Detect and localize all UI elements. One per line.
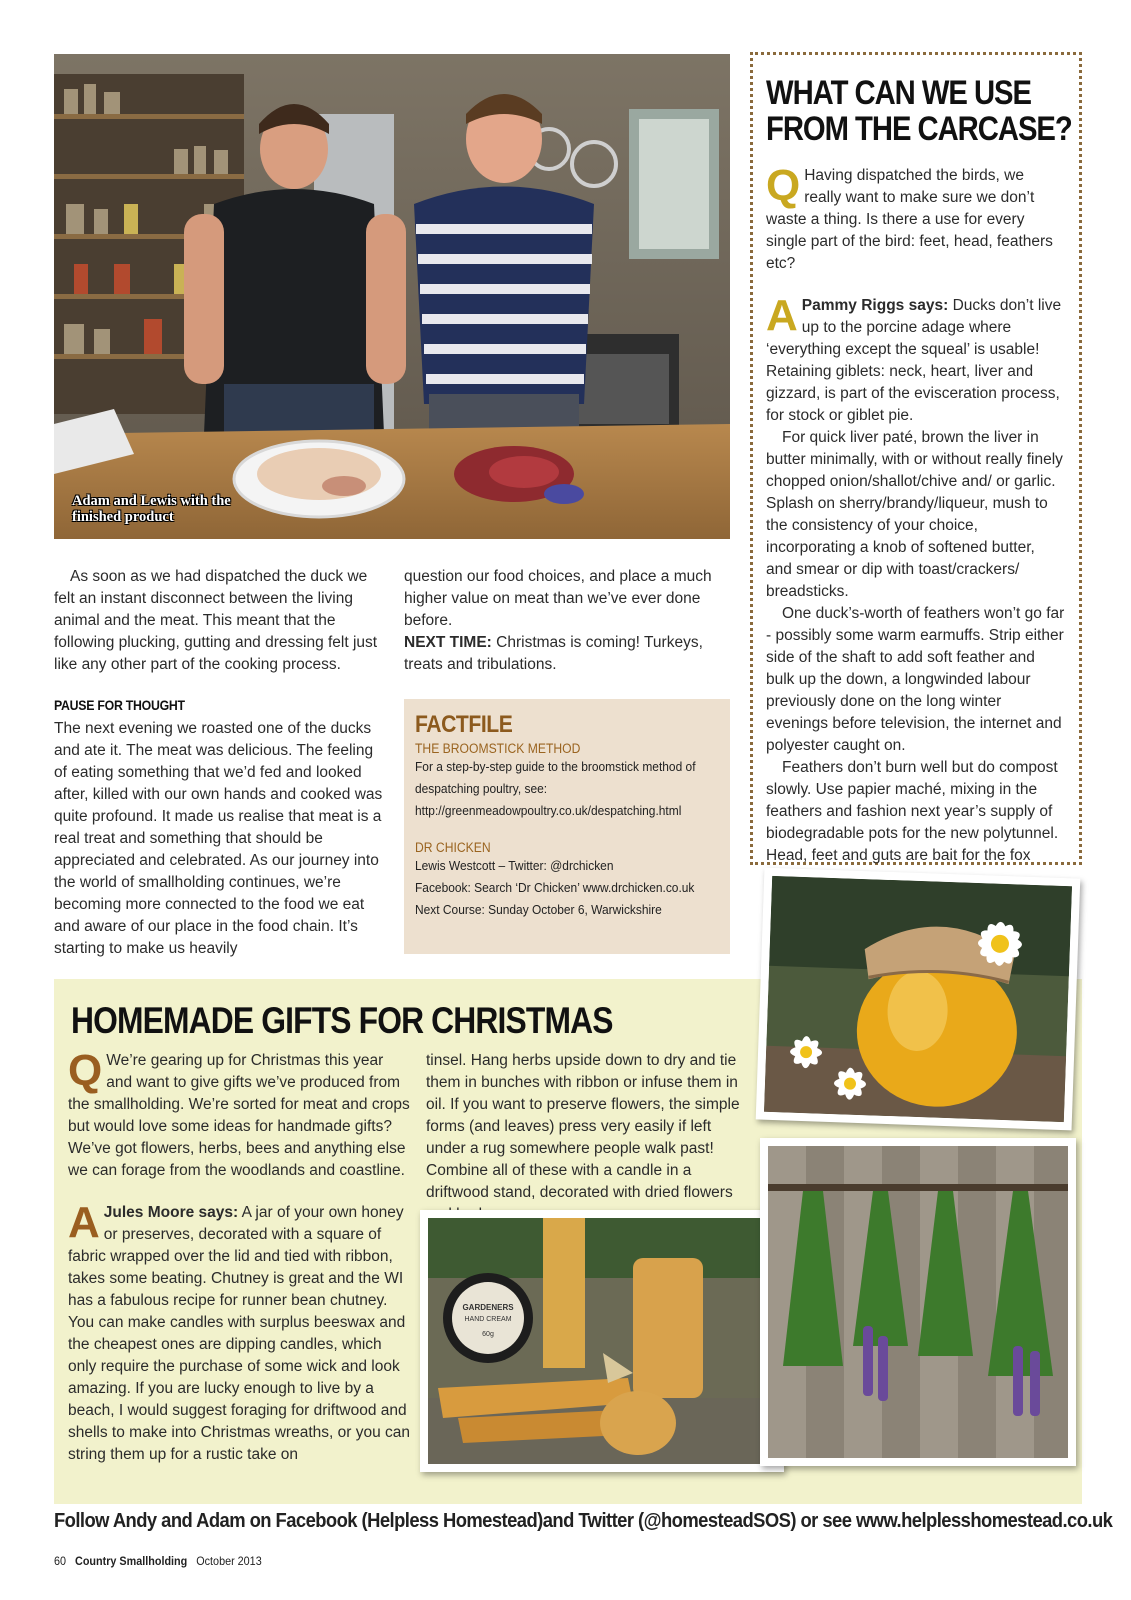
christmas-title: HOMEMADE GIFTS FOR CHRISTMAS xyxy=(71,1000,613,1041)
question-dropcap: Q xyxy=(766,161,801,210)
christmas-answer xyxy=(68,1198,410,1466)
christmas-column-2 xyxy=(426,1050,744,1226)
issue-date: October 2013 xyxy=(196,1554,262,1568)
candles-illustration xyxy=(428,1218,776,1464)
footer-follow-line: Follow Andy and Adam on Facebook (Helpless Homestead)and Twitter (@homesteadSOS) or see www.helplesshomestead.co.uk xyxy=(54,1510,1113,1532)
tin-label-line-2: HAND CREAM xyxy=(464,1316,512,1323)
factfile-section2-line1: Lewis Westcott – Twitter: @drchicken xyxy=(415,858,614,873)
herbs-illustration xyxy=(768,1146,1068,1458)
photo-drying-herbs xyxy=(760,1138,1076,1466)
photo-adam-and-lewis xyxy=(54,54,730,539)
article-para-1: As soon as we had dispatched the duck we felt an instant disconnect between the living animal and the meat. This meant that the following plucking, gutting and dressing felt just like any other part of the cooking process. xyxy=(54,568,378,673)
factfile-section1-line1: For a step-by-step guide to the broomstick method of xyxy=(415,759,696,774)
factfile-section2-line2: Facebook: Search ‘Dr Chicken’ www.drchicken.co.uk xyxy=(415,880,695,895)
christmas-answer-author: Jules Moore says: xyxy=(103,1204,239,1221)
caption-line-1: Adam and Lewis with the xyxy=(72,493,231,509)
factfile-section2-line3: Next Course: Sunday October 6, Warwickshire xyxy=(415,902,662,917)
kitchen-scene-illustration xyxy=(54,54,730,539)
carcase-title xyxy=(766,74,1072,148)
xmas-question-dropcap: Q xyxy=(68,1046,103,1095)
factfile-section1-line2: despatching poultry, see: xyxy=(415,781,548,796)
page-number: 60 xyxy=(54,1554,67,1568)
photo-caption xyxy=(72,493,231,525)
factfile-box xyxy=(404,699,730,954)
page-folio xyxy=(54,1554,262,1568)
article-column-2 xyxy=(404,566,730,676)
carcase-answer xyxy=(766,291,1065,889)
next-time-label: NEXT TIME: xyxy=(404,634,492,651)
caption-line-2: finished product xyxy=(72,509,174,525)
carcase-answer-author: Pammy Riggs says: xyxy=(801,297,949,314)
xmas-answer-dropcap: A xyxy=(68,1198,100,1247)
carcase-answer-p1: Ducks don’t live up to the porcine adage where ‘everything except the squeal’ is usable! Retaining giblets: neck, heart, liver and gizzard, is part of the evisceration process, for stock or giblet pie. xyxy=(766,297,1062,424)
article-column-1 xyxy=(54,566,384,960)
tin-label-line-1: GARDENERS xyxy=(462,1303,514,1312)
carcase-title-line-2: FROM THE CARCASE? xyxy=(766,110,1072,148)
factfile-title: FACTFILE xyxy=(415,711,513,738)
christmas-answer-col1: A jar of your own honey or preserves, decorated with a square of fabric wrapped over the lid and tied with ribbon, takes some beating. Chutney is great and the WI has a fabulous recipe for runner bean chutney. You can make candles with surplus beeswax and the cheapest ones are dipping candles, which only require the purchase of some wick and look amazing. If you are lucky enough to live by a beach, I would suggest foraging for driftwood and shells to make into Christmas wreaths, or you can string them up for a rustic take on xyxy=(68,1204,410,1463)
carcase-answer-p4: Feathers don’t burn well but do compost slowly. Use papier maché, mixing in the feathers and fashion next year’s supply of biodegradable pots for the new polytunnel. Head, feet and guts are bait for the fox xyxy=(766,759,1059,864)
factfile-broomstick-link[interactable]: http://greenmeadowpoultry.co.uk/despatching.html xyxy=(415,803,682,818)
carcase-answer-p3: One duck’s-worth of feathers won’t go far - possibly some warm earmuffs. Strip either side of the shaft to add soft feather and bulk up the down, a longwinded labour previously done on the long winter evenings before television, the internet and polyester caught on. xyxy=(766,605,1065,754)
honey-jar-illustration xyxy=(764,876,1072,1122)
next-time-text: Christmas is coming! Turkeys, treats and tribulations. xyxy=(404,634,703,673)
photo-beeswax-candles xyxy=(420,1210,784,1472)
answer-dropcap: A xyxy=(766,291,798,340)
carcase-question xyxy=(766,161,1065,275)
tin-label-weight: 60g xyxy=(482,1331,494,1338)
article-para-2: The next evening we roasted one of the ducks and ate it. The meat was delicious. The feeling of eating something that we’d fed and looked after, killed with our own hands and cooked was quite profound. It made us realise that meat is a real treat and something that should be appreciated and celebrated. As our journey into the world of smallholding continues, we’re becoming more connected to the food we eat and aware of our place in the food chain. It’s starting to make us heavily xyxy=(54,720,383,957)
photo-honey-jar xyxy=(756,868,1081,1131)
carcase-qa-box xyxy=(750,52,1082,865)
christmas-question-text: We’re gearing up for Christmas this year and want to give gifts we’ve produced from the smallholding. We’re sorted for meat and crops but would love some ideas for handmade gifts? We’ve got flowers, herbs, bees and anything else we can forage from the woodlands and coastline. xyxy=(68,1052,410,1179)
christmas-question xyxy=(68,1046,410,1182)
carcase-answer-p2: For quick liver paté, brown the liver in butter minimally, with or without really finely chopped onion/shallot/chive and/ or garlic. Splash on sherry/brandy/liqueur, mush to the consistency of your choice, incorporating a knob of softened butter, and smear or dip with toast/crackers/ breadsticks. xyxy=(766,429,1063,600)
factfile-section2-head: DR CHICKEN xyxy=(415,840,491,855)
christmas-column-1 xyxy=(68,1046,410,1466)
article-subhead: PAUSE FOR THOUGHT xyxy=(54,697,185,713)
factfile-section1-head: THE BROOMSTICK METHOD xyxy=(415,741,581,756)
christmas-answer-col2: tinsel. Hang herbs upside down to dry and tie them in bunches with ribbon or infuse them in oil. If you want to preserve flowers, the simple forms (and leaves) press very easily if left under a rug somewhere people walk past! Combine all of these with a candle in a driftwood stand, decorated with dried flowers xyxy=(426,1052,740,1201)
carcase-title-line-1: WHAT CAN WE USE xyxy=(766,74,1031,112)
magazine-name: Country Smallholding xyxy=(75,1554,188,1568)
carcase-question-text: Having dispatched the birds, we really want to make sure we don’t waste a thing. Is there a use for every single part of the bird: feet, head, feathers etc? xyxy=(766,167,1053,272)
article-col2-text: question our food choices, and place a much higher value on meat than we’ve ever done before. xyxy=(404,568,712,629)
